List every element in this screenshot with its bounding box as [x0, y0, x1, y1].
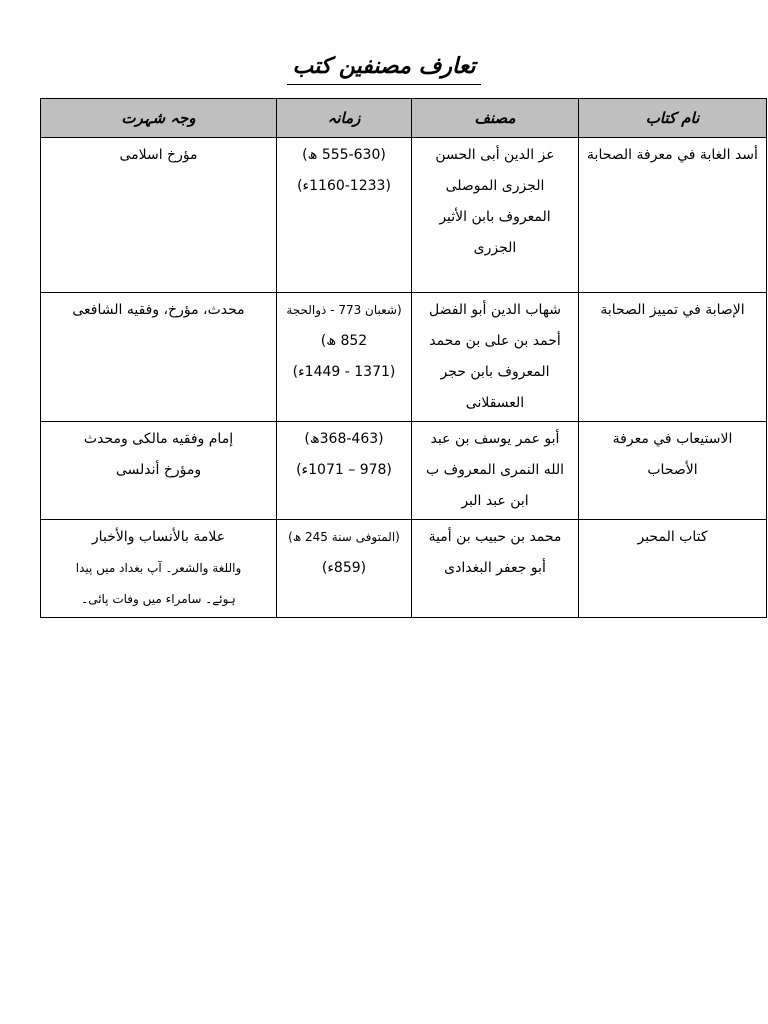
cell-author: [412, 293, 579, 422]
table-row: [41, 520, 767, 618]
cell-fame: [41, 138, 277, 293]
cell-line: (859ء): [321, 560, 367, 576]
cell-era: [277, 293, 412, 422]
cell-line: (1371 - 1449ء): [292, 364, 396, 380]
cell-line: علامة بالأنساب والأخبار: [91, 529, 226, 545]
books-table: [40, 98, 767, 618]
cell-line: (شعبان 773 - ذوالحجة: [286, 303, 402, 317]
cell-line: (368-463ھ): [304, 431, 384, 447]
page-title-text: تعارف مصنفین کتب: [287, 52, 482, 85]
cell-line: محمد بن حبيب بن أمية: [428, 529, 562, 545]
header-book: نام کتاب: [579, 99, 767, 138]
header-fame: وجہ شہرت: [41, 99, 277, 138]
cell-fame: [41, 422, 277, 520]
cell-line: المعروف بابن الأثير: [439, 209, 551, 225]
table-header-row: [41, 99, 767, 138]
cell-line: 852 ھ): [320, 333, 368, 349]
table-row: [41, 138, 767, 293]
cell-era: [277, 138, 412, 293]
cell-fame: [41, 293, 277, 422]
cell-line: (1160-1233ء): [297, 178, 391, 194]
cell-line: الاستيعاب في معرفة: [612, 431, 733, 447]
table-row: [41, 293, 767, 422]
cell-author: [412, 138, 579, 293]
cell-line: ہوئے۔ سامراء میں وفات پائی۔: [81, 592, 236, 606]
cell-book: [579, 293, 767, 422]
header-era: زمانہ: [277, 99, 412, 138]
cell-line: (555-630 ھ): [302, 147, 386, 163]
cell-line: العسقلانى: [465, 395, 525, 411]
cell-line: ابن عبد البر: [461, 493, 529, 509]
cell-line: الله النمرى المعروف ب: [426, 462, 564, 478]
cell-line: الجزرى: [473, 240, 517, 256]
cell-line: أبو جعفر البغدادى: [444, 560, 546, 576]
header-author: مصنف: [412, 99, 579, 138]
cell-author: [412, 422, 579, 520]
table-row: [41, 422, 767, 520]
cell-line: (978 – 1071ء): [296, 462, 392, 478]
cell-line: أسد الغابة في معرفة الصحابة: [587, 147, 758, 163]
cell-book: [579, 520, 767, 618]
cell-line: الجزرى الموصلى: [445, 178, 545, 194]
cell-book: [579, 138, 767, 293]
cell-line: إمام وفقيه مالكى ومحدث: [83, 431, 234, 447]
cell-author: [412, 520, 579, 618]
cell-line: كتاب المحبر: [637, 529, 708, 545]
cell-line: الأصحاب: [647, 462, 698, 478]
cell-line: شهاب الدين أبو الفضل: [428, 302, 562, 318]
cell-line: مؤرخ اسلامی: [119, 147, 198, 163]
cell-line: ومؤرخ أندلسى: [115, 462, 202, 478]
page-title: [0, 52, 768, 85]
cell-line: واللغة والشعر۔ آپ بغداد میں پیدا: [75, 561, 242, 575]
cell-line: عز الدين أبى الحسن: [435, 147, 555, 163]
cell-era: [277, 422, 412, 520]
cell-line: المعروف بابن حجر: [440, 364, 550, 380]
cell-line: (المتوفی سنة 245 ھ): [288, 530, 400, 544]
cell-book: [579, 422, 767, 520]
cell-era: [277, 520, 412, 618]
cell-line: أبو عمر يوسف بن عبد: [430, 431, 560, 447]
cell-fame: [41, 520, 277, 618]
cell-line: الإصابة في تمييز الصحابة: [600, 302, 745, 318]
cell-line: أحمد بن على بن محمد: [429, 333, 561, 349]
cell-line: محدث، مؤرخ، وفقيه الشافعی: [72, 302, 245, 318]
